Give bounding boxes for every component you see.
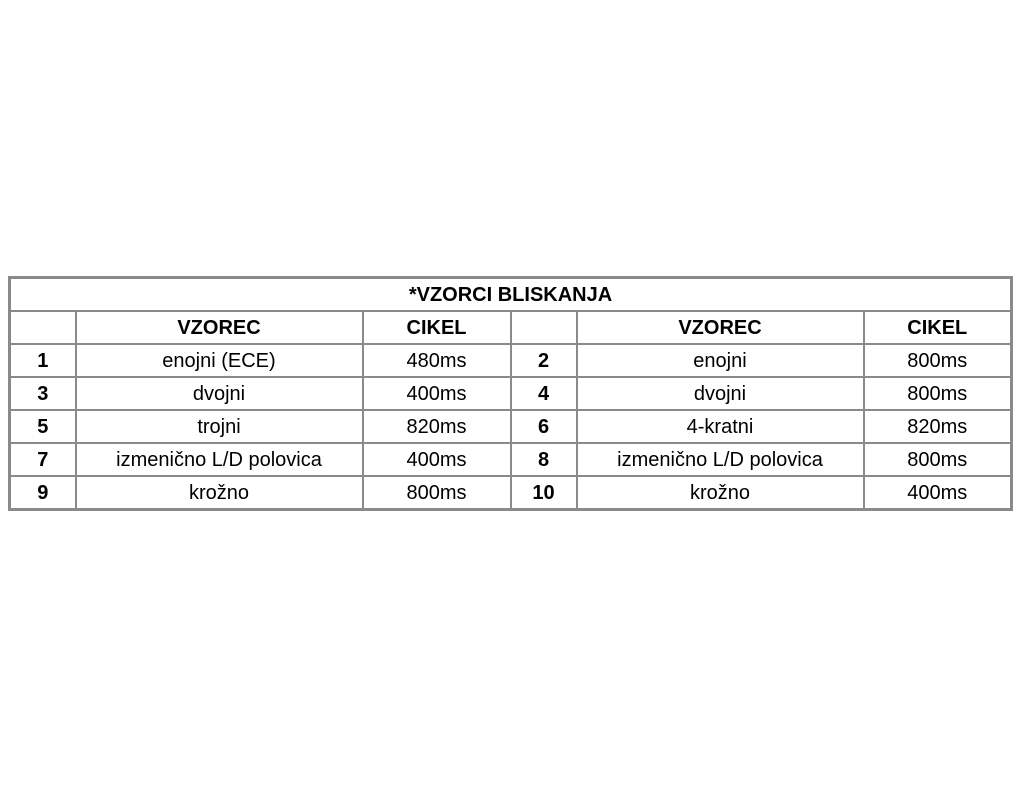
row-right-cycle: 820ms [864,410,1012,443]
row-left-cycle: 800ms [363,476,511,510]
row-right-pattern: dvojni [577,377,864,410]
table-header-row [10,311,1012,344]
row-right-number: 6 [511,410,577,443]
table-row [10,443,1012,476]
table-row [10,344,1012,377]
header-left-cycle: CIKEL [363,311,511,344]
row-left-cycle: 400ms [363,443,511,476]
row-right-number: 8 [511,443,577,476]
row-left-pattern: krožno [76,476,363,510]
row-left-cycle: 400ms [363,377,511,410]
row-left-number: 5 [10,410,76,443]
row-left-pattern: enojni (ECE) [76,344,363,377]
table-title-row [10,278,1012,312]
header-left-number [10,311,76,344]
table-title: *VZORCI BLISKANJA [10,278,1012,312]
row-left-cycle: 820ms [363,410,511,443]
header-left-pattern: VZOREC [76,311,363,344]
row-right-number: 4 [511,377,577,410]
table-row [10,410,1012,443]
table-row [10,476,1012,510]
row-right-pattern: enojni [577,344,864,377]
row-right-number: 2 [511,344,577,377]
row-right-pattern: izmenično L/D polovica [577,443,864,476]
header-right-pattern: VZOREC [577,311,864,344]
row-left-number: 7 [10,443,76,476]
row-right-cycle: 400ms [864,476,1012,510]
header-right-cycle: CIKEL [864,311,1012,344]
row-left-cycle: 480ms [363,344,511,377]
row-right-cycle: 800ms [864,443,1012,476]
row-right-pattern: 4-kratni [577,410,864,443]
row-right-cycle: 800ms [864,377,1012,410]
row-left-pattern: trojni [76,410,363,443]
table-row [10,377,1012,410]
row-left-pattern: dvojni [76,377,363,410]
row-right-cycle: 800ms [864,344,1012,377]
row-left-number: 1 [10,344,76,377]
row-right-number: 10 [511,476,577,510]
row-left-number: 3 [10,377,76,410]
row-left-pattern: izmenično L/D polovica [76,443,363,476]
header-right-number [511,311,577,344]
flash-patterns-table [8,276,1013,511]
row-right-pattern: krožno [577,476,864,510]
row-left-number: 9 [10,476,76,510]
